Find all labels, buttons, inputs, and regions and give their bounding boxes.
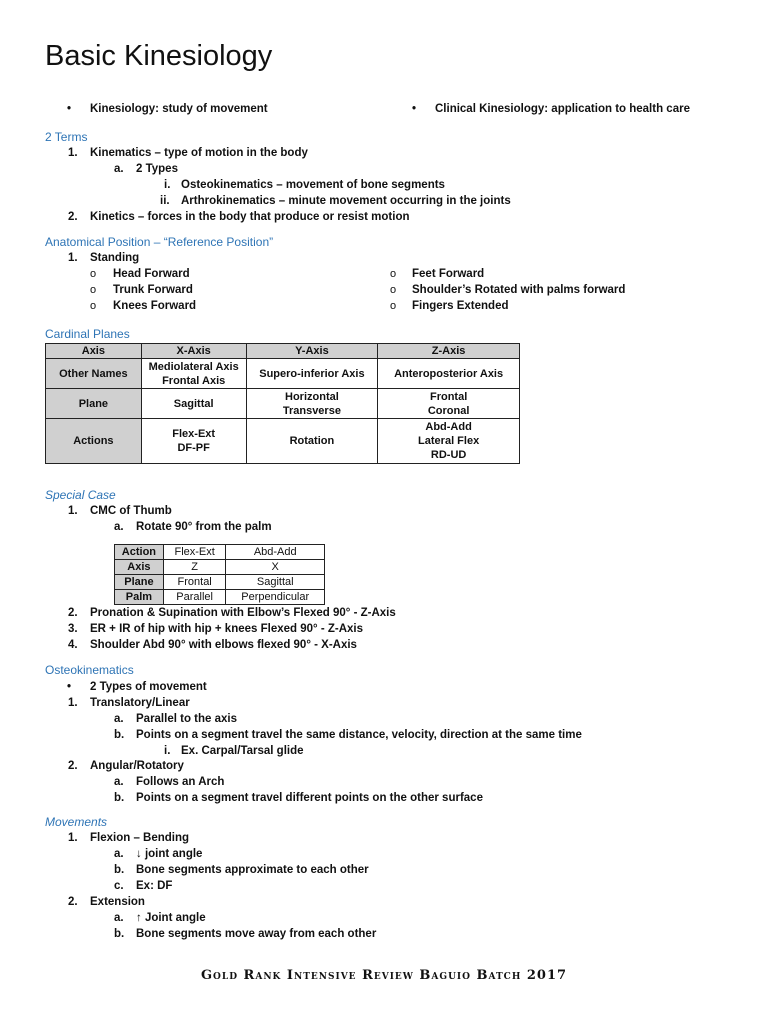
section-heading-anatomical-position: Anatomical Position – “Reference Position”: [45, 235, 274, 249]
table-header-cell: X-Axis: [141, 344, 246, 359]
list-marker: i.: [164, 179, 171, 191]
table-cell: [378, 359, 520, 389]
list-item: Bone segments approximate to each other: [136, 864, 369, 876]
list-item: 2 Types: [136, 163, 178, 175]
list-marker: 2.: [68, 760, 78, 772]
table-row: [46, 389, 520, 419]
list-marker: a.: [114, 521, 124, 533]
cell-line: Abd-Add: [425, 421, 472, 433]
list-item: Shoulder’s Rotated with palms forward: [412, 284, 626, 296]
circle-bullet-icon: o: [390, 284, 397, 296]
list-item: Kinetics – forces in the body that produce or resist motion: [90, 211, 410, 223]
cell-line: Anteroposterior Axis: [394, 367, 504, 380]
list-item: Flexion – Bending: [90, 832, 190, 844]
list-marker: 1.: [68, 252, 78, 264]
row-label: Other Names: [46, 359, 142, 389]
table-row: [115, 575, 325, 590]
list-item: Feet Forward: [412, 268, 485, 280]
cell-line: Sagittal: [173, 397, 214, 410]
list-item: ↓ joint angle: [136, 848, 203, 860]
table-header-cell: Flex-Ext: [163, 545, 226, 560]
list-item: Ex: DF: [136, 880, 173, 892]
table-header-cell: Z-Axis: [378, 344, 520, 359]
page-title: Basic Kinesiology: [45, 40, 273, 72]
list-marker: 1.: [68, 147, 78, 159]
list-marker: 2.: [68, 607, 78, 619]
list-marker: a.: [114, 713, 124, 725]
list-item: Extension: [90, 896, 145, 908]
table-header-row: [46, 344, 520, 359]
cell-line: DF-PF: [177, 442, 210, 454]
intro-clinical-kinesiology: Clinical Kinesiology: application to health care: [435, 103, 690, 115]
circle-bullet-icon: o: [90, 284, 97, 296]
list-item: 2 Types of movement: [90, 681, 207, 693]
table-cell: X: [226, 560, 325, 575]
list-marker: i.: [164, 745, 171, 757]
list-marker: b.: [114, 729, 125, 741]
table-row: [46, 419, 520, 464]
cell-line: Rotation: [289, 435, 335, 447]
list-item: Follows an Arch: [136, 776, 225, 788]
table-header-cell: Axis: [46, 344, 142, 359]
table-header-cell: Y-Axis: [246, 344, 378, 359]
table-cell: [378, 419, 520, 464]
circle-bullet-icon: o: [90, 300, 97, 312]
table-cell: Perpendicular: [226, 590, 325, 605]
table-header-cell: Abd-Add: [226, 545, 325, 560]
table-cell: [246, 389, 378, 419]
cell-line: Horizontal: [285, 390, 339, 403]
thumb-cmc-table: [114, 544, 325, 605]
list-marker: b.: [114, 864, 125, 876]
list-marker: c.: [114, 880, 124, 892]
row-label: Actions: [46, 419, 142, 464]
list-marker: b.: [114, 928, 125, 940]
table-header-row: [115, 545, 325, 560]
table-cell: [141, 419, 246, 464]
cell-line: Coronal: [427, 404, 470, 417]
list-marker: 4.: [68, 639, 78, 651]
circle-bullet-icon: o: [390, 300, 397, 312]
section-heading-movements: Movements: [45, 815, 108, 829]
list-item: Arthrokinematics – minute movement occurring in the joints: [181, 195, 511, 207]
list-item: Shoulder Abd 90° with elbows flexed 90° - X-Axis: [90, 639, 357, 651]
section-heading-special-case: Special Case: [45, 488, 116, 502]
list-item: ER + IR of hip with hip + knees Flexed 90° - Z-Axis: [90, 623, 363, 635]
table-cell: [378, 389, 520, 419]
section-heading-osteokinematics: Osteokinematics: [45, 663, 134, 677]
list-marker: a.: [114, 848, 124, 860]
list-marker: b.: [114, 792, 125, 804]
cardinal-planes-table: [45, 343, 520, 464]
list-marker: a.: [114, 776, 124, 788]
list-marker: 1.: [68, 832, 78, 844]
cell-line: Frontal Axis: [162, 374, 226, 387]
list-item: Translatory/Linear: [90, 697, 190, 709]
list-item: Head Forward: [113, 268, 190, 280]
list-item: Angular/Rotatory: [90, 760, 184, 772]
list-marker: 3.: [68, 623, 78, 635]
list-item: CMC of Thumb: [90, 505, 172, 517]
list-item: Pronation & Supination with Elbow’s Flexed 90° - Z-Axis: [90, 607, 396, 619]
table-cell: [141, 359, 246, 389]
table-cell: [246, 359, 378, 389]
cell-line: Lateral Flex: [418, 435, 480, 447]
cell-line: Mediolateral Axis: [148, 360, 239, 373]
list-item: ↑ Joint angle: [136, 912, 206, 924]
list-item: Bone segments move away from each other: [136, 928, 377, 940]
bullet-icon: •: [67, 681, 72, 693]
list-marker: 1.: [68, 505, 78, 517]
cell-line: Supero-inferior Axis: [259, 367, 365, 380]
bullet-icon: •: [67, 103, 72, 115]
section-heading-2-terms: 2 Terms: [45, 130, 88, 144]
circle-bullet-icon: o: [390, 268, 397, 280]
list-item: Points on a segment travel the same distance, velocity, direction at the same time: [136, 729, 582, 741]
table-cell: Z: [163, 560, 226, 575]
cell-line: Frontal: [429, 390, 468, 403]
list-item: Osteokinematics – movement of bone segments: [181, 179, 445, 191]
list-item: Knees Forward: [113, 300, 197, 312]
list-item: Trunk Forward: [113, 284, 193, 296]
list-marker: a.: [114, 163, 124, 175]
section-heading-cardinal-planes: Cardinal Planes: [45, 327, 130, 341]
table-row: [46, 359, 520, 389]
row-label: Plane: [115, 575, 164, 590]
list-item: Standing: [90, 252, 140, 264]
list-item: Kinematics – type of motion in the body: [90, 147, 308, 159]
list-marker: 2.: [68, 211, 78, 223]
intro-kinesiology: Kinesiology: study of movement: [90, 103, 268, 115]
page-footer: Gold Rank Intensive Review Baguio Batch 2017: [200, 968, 568, 983]
list-marker: 2.: [68, 896, 78, 908]
list-item: Ex. Carpal/Tarsal glide: [181, 745, 304, 757]
row-label: Axis: [115, 560, 164, 575]
cell-line: RD-UD: [430, 449, 467, 461]
table-cell: [141, 389, 246, 419]
table-cell: Parallel: [163, 590, 226, 605]
list-marker: ii.: [160, 195, 170, 207]
table-row: [115, 560, 325, 575]
table-cell: [246, 419, 378, 464]
list-marker: 1.: [68, 697, 78, 709]
list-marker: a.: [114, 912, 124, 924]
list-item: Points on a segment travel different points on the other surface: [136, 792, 483, 804]
list-item: Parallel to the axis: [136, 713, 237, 725]
list-item: Rotate 90° from the palm: [136, 521, 272, 533]
table-cell: Sagittal: [226, 575, 325, 590]
circle-bullet-icon: o: [90, 268, 97, 280]
table-header-cell: Action: [115, 545, 164, 560]
bullet-icon: •: [412, 103, 417, 115]
row-label: Palm: [115, 590, 164, 605]
cell-line: Transverse: [282, 404, 341, 417]
list-item: Fingers Extended: [412, 300, 509, 312]
cell-line: Flex-Ext: [172, 428, 216, 440]
row-label: Plane: [46, 389, 142, 419]
table-row: [115, 590, 325, 605]
table-cell: Frontal: [163, 575, 226, 590]
